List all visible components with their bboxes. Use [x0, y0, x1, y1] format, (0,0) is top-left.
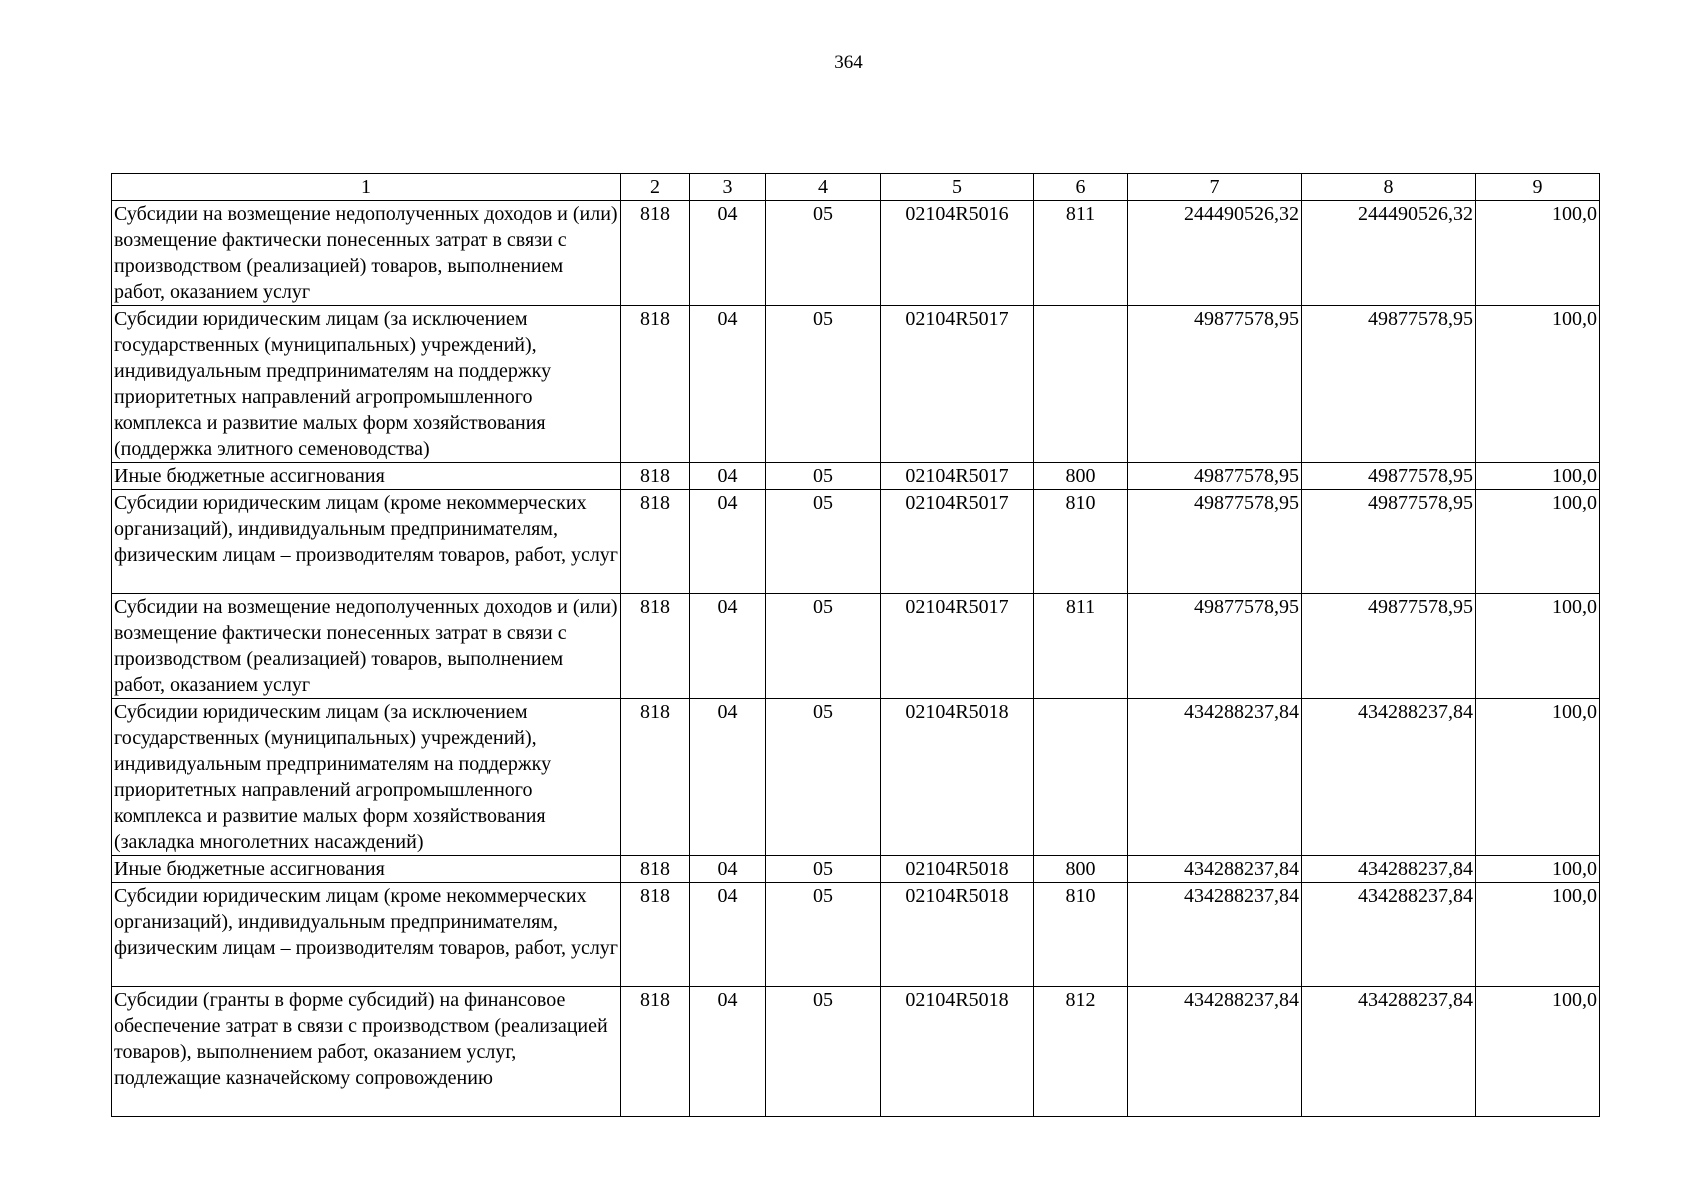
- budget-table: [111, 173, 1600, 1117]
- row-amount-planned: 434288237,84: [1128, 883, 1302, 987]
- header-row: [112, 174, 1600, 201]
- row-percent: 100,0: [1476, 883, 1600, 987]
- table-row: [112, 490, 1600, 594]
- row-percent: 100,0: [1476, 463, 1600, 490]
- row-ministry-code: 818: [621, 306, 690, 463]
- row-subsection-code: 05: [766, 201, 881, 306]
- row-amount-executed: 49877578,95: [1302, 306, 1476, 463]
- row-section-code: 04: [690, 201, 766, 306]
- row-percent: 100,0: [1476, 699, 1600, 856]
- row-target-code: 02104R5017: [881, 490, 1034, 594]
- row-expense-type: 810: [1034, 883, 1128, 987]
- row-subsection-code: 05: [766, 987, 881, 1117]
- row-name: Иные бюджетные ассигнования: [112, 856, 621, 883]
- row-percent: 100,0: [1476, 490, 1600, 594]
- row-expense-type: 811: [1034, 201, 1128, 306]
- row-expense-type: 800: [1034, 463, 1128, 490]
- row-expense-type: 812: [1034, 987, 1128, 1117]
- row-amount-planned: 244490526,32: [1128, 201, 1302, 306]
- row-percent: 100,0: [1476, 201, 1600, 306]
- header-cell: 7: [1128, 174, 1302, 201]
- row-amount-executed: 434288237,84: [1302, 987, 1476, 1117]
- row-subsection-code: 05: [766, 699, 881, 856]
- table-row: [112, 699, 1600, 856]
- row-expense-type: 811: [1034, 594, 1128, 699]
- row-amount-planned: 49877578,95: [1128, 594, 1302, 699]
- row-section-code: 04: [690, 987, 766, 1117]
- row-percent: 100,0: [1476, 306, 1600, 463]
- row-subsection-code: 05: [766, 883, 881, 987]
- row-name: Субсидии на возмещение недополученных доходов и (или) возмещение фактически понесенных затрат в связи с производством (реализацией) товаров, выполнением работ, оказанием услуг: [112, 594, 621, 699]
- row-target-code: 02104R5016: [881, 201, 1034, 306]
- row-name: Субсидии на возмещение недополученных доходов и (или) возмещение фактически понесенных затрат в связи с производством (реализацией) товаров, выполнением работ, оказанием услуг: [112, 201, 621, 306]
- row-section-code: 04: [690, 490, 766, 594]
- row-amount-planned: 49877578,95: [1128, 463, 1302, 490]
- header-cell: 9: [1476, 174, 1600, 201]
- row-target-code: 02104R5018: [881, 883, 1034, 987]
- table-row: [112, 306, 1600, 463]
- header-cell: 1: [112, 174, 621, 201]
- header-cell: 3: [690, 174, 766, 201]
- row-amount-executed: 49877578,95: [1302, 594, 1476, 699]
- row-amount-planned: 434288237,84: [1128, 699, 1302, 856]
- table-row: [112, 594, 1600, 699]
- header-cell: 5: [881, 174, 1034, 201]
- table-row: [112, 883, 1600, 987]
- row-target-code: 02104R5018: [881, 856, 1034, 883]
- header-cell: 6: [1034, 174, 1128, 201]
- row-target-code: 02104R5018: [881, 699, 1034, 856]
- row-name: Субсидии юридическим лицам (за исключением государственных (муниципальных) учреждений), индивидуальным предпринимателям на поддержку приоритетных направлений агропромышленного комплекса и развитие малых форм хозяйствования (закладка многолетних насаждений): [112, 699, 621, 856]
- table-row: [112, 201, 1600, 306]
- row-ministry-code: 818: [621, 856, 690, 883]
- header-cell: 8: [1302, 174, 1476, 201]
- row-ministry-code: 818: [621, 594, 690, 699]
- row-name: Субсидии юридическим лицам (кроме некоммерческих организаций), индивидуальным предпринимателям, физическим лицам – производителям товаров, работ, услуг: [112, 883, 621, 987]
- row-amount-executed: 244490526,32: [1302, 201, 1476, 306]
- row-amount-executed: 49877578,95: [1302, 463, 1476, 490]
- row-name: Субсидии юридическим лицам (кроме некоммерческих организаций), индивидуальным предпринимателям, физическим лицам – производителям товаров, работ, услуг: [112, 490, 621, 594]
- row-name: Субсидии юридическим лицам (за исключением государственных (муниципальных) учреждений), индивидуальным предпринимателям на поддержку приоритетных направлений агропромышленного комплекса и развитие малых форм хозяйствования (поддержка элитного семеноводства): [112, 306, 621, 463]
- row-expense-type: 810: [1034, 490, 1128, 594]
- header-cell: 2: [621, 174, 690, 201]
- row-amount-planned: 49877578,95: [1128, 306, 1302, 463]
- row-ministry-code: 818: [621, 201, 690, 306]
- row-target-code: 02104R5017: [881, 306, 1034, 463]
- table-row: [112, 463, 1600, 490]
- row-subsection-code: 05: [766, 463, 881, 490]
- page-number: 364: [834, 52, 863, 73]
- row-section-code: 04: [690, 883, 766, 987]
- table-row: [112, 987, 1600, 1117]
- row-section-code: 04: [690, 306, 766, 463]
- row-subsection-code: 05: [766, 594, 881, 699]
- row-subsection-code: 05: [766, 490, 881, 594]
- row-name: Иные бюджетные ассигнования: [112, 463, 621, 490]
- row-amount-executed: 434288237,84: [1302, 699, 1476, 856]
- row-section-code: 04: [690, 594, 766, 699]
- row-section-code: 04: [690, 699, 766, 856]
- row-amount-executed: 49877578,95: [1302, 490, 1476, 594]
- row-target-code: 02104R5017: [881, 463, 1034, 490]
- row-expense-type: [1034, 306, 1128, 463]
- row-amount-executed: 434288237,84: [1302, 856, 1476, 883]
- row-ministry-code: 818: [621, 463, 690, 490]
- row-percent: 100,0: [1476, 594, 1600, 699]
- row-target-code: 02104R5017: [881, 594, 1034, 699]
- header-cell: 4: [766, 174, 881, 201]
- row-expense-type: [1034, 699, 1128, 856]
- row-ministry-code: 818: [621, 490, 690, 594]
- row-section-code: 04: [690, 856, 766, 883]
- row-percent: 100,0: [1476, 856, 1600, 883]
- row-target-code: 02104R5018: [881, 987, 1034, 1117]
- row-amount-planned: 434288237,84: [1128, 856, 1302, 883]
- row-percent: 100,0: [1476, 987, 1600, 1117]
- table-row: [112, 856, 1600, 883]
- row-name: Субсидии (гранты в форме субсидий) на финансовое обеспечение затрат в связи с производством (реализацией товаров), выполнением работ, оказанием услуг, подлежащие казначейскому сопровождению: [112, 987, 621, 1117]
- row-expense-type: 800: [1034, 856, 1128, 883]
- row-ministry-code: 818: [621, 883, 690, 987]
- row-section-code: 04: [690, 463, 766, 490]
- row-amount-planned: 49877578,95: [1128, 490, 1302, 594]
- row-subsection-code: 05: [766, 856, 881, 883]
- row-amount-executed: 434288237,84: [1302, 883, 1476, 987]
- row-ministry-code: 818: [621, 987, 690, 1117]
- row-subsection-code: 05: [766, 306, 881, 463]
- row-ministry-code: 818: [621, 699, 690, 856]
- row-amount-planned: 434288237,84: [1128, 987, 1302, 1117]
